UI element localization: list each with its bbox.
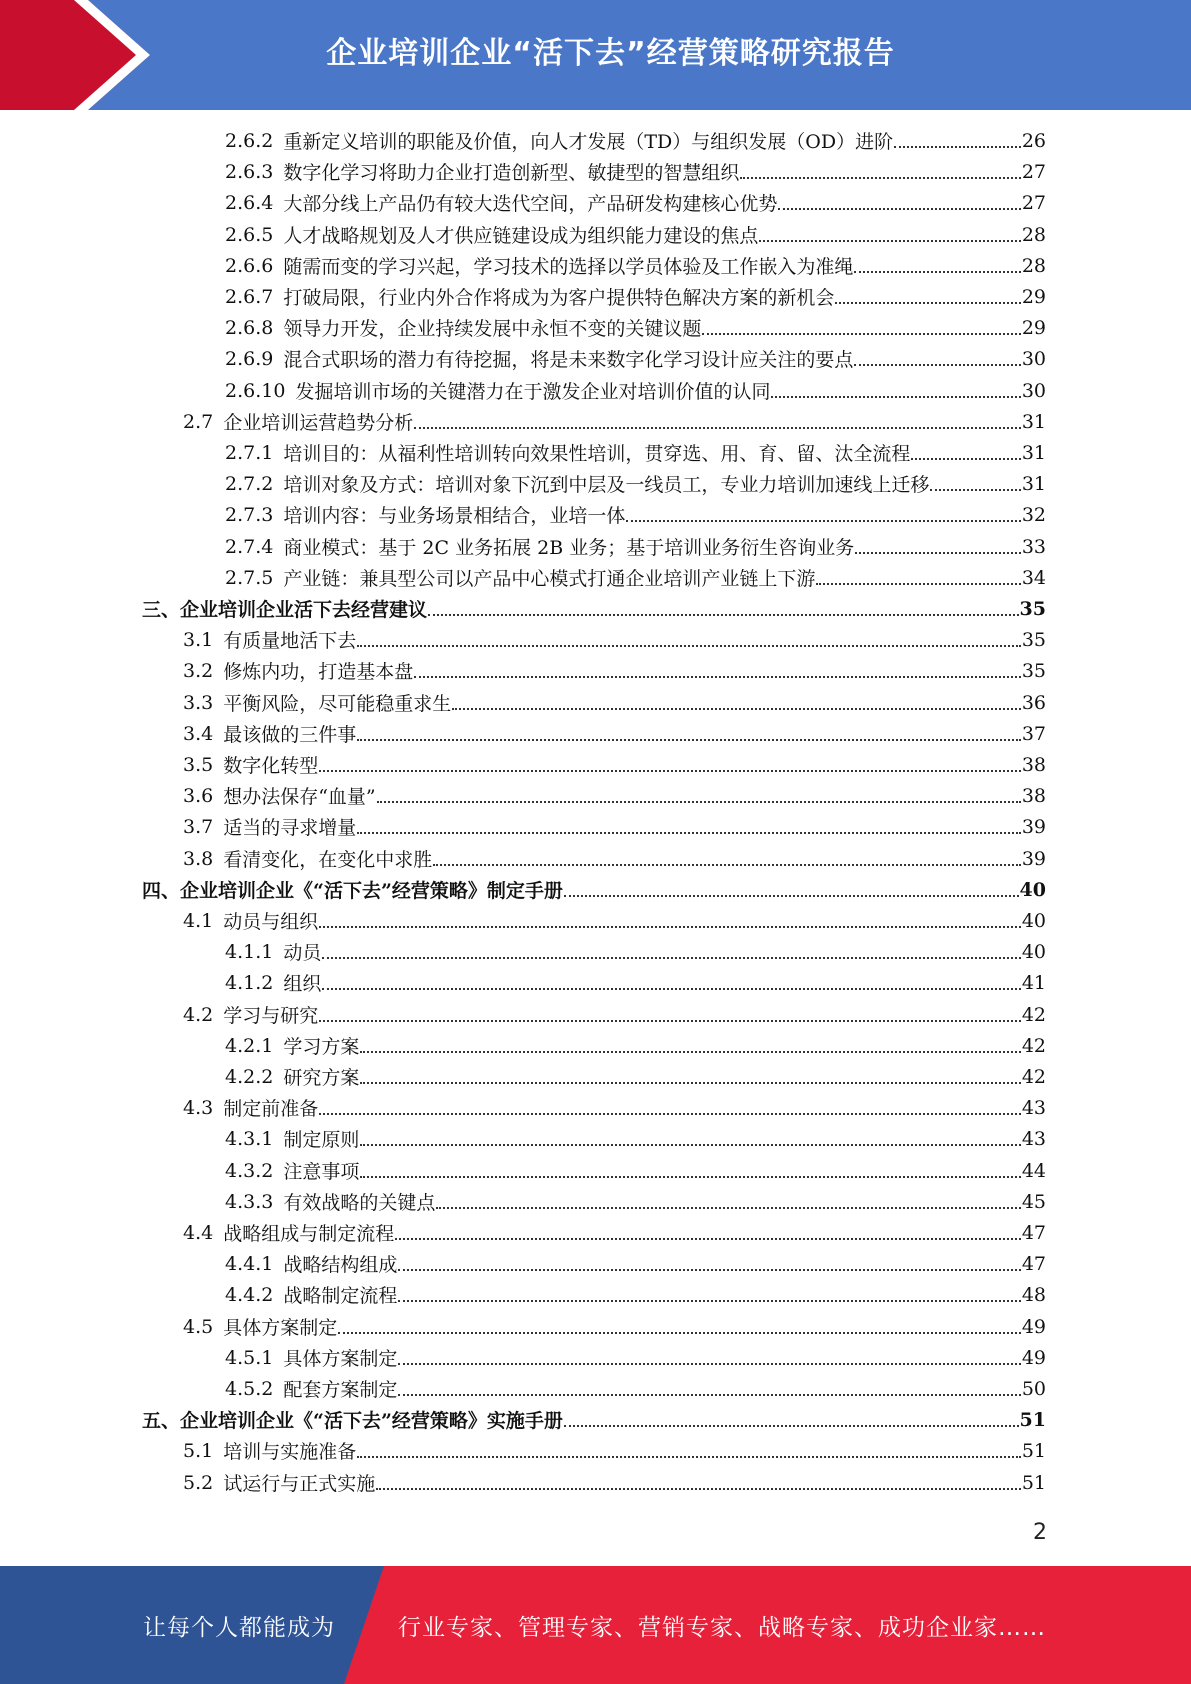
toc-entry-page: 42 (1021, 1065, 1046, 1088)
toc-entry[interactable] (183, 406, 1046, 437)
toc-entry-title: 战略制定流程 (283, 1285, 398, 1307)
toc-dot-leader (452, 690, 1021, 710)
toc-entry[interactable] (183, 687, 1046, 718)
toc-entry-page: 39 (1021, 815, 1046, 838)
toc-entry-number: 4.3.1 (225, 1127, 274, 1150)
toc-entry[interactable] (142, 593, 1046, 624)
toc-entry-page: 40 (1019, 878, 1046, 901)
toc-entry-number: 4.1.1 (225, 940, 274, 963)
toc-dot-leader (740, 159, 1020, 179)
toc-entry-title: 有质量地活下去 (223, 630, 357, 652)
toc-entry-title: 制定前准备 (223, 1098, 319, 1120)
toc-entry-title: 培训内容：与业务场景相结合，业培一体 (283, 505, 626, 527)
toc-dot-leader (771, 378, 1020, 398)
toc-entry-number: 4.5.1 (225, 1346, 274, 1369)
toc-dot-leader (414, 658, 1021, 678)
toc-entry-title: 学习方案 (283, 1036, 360, 1058)
toc-dot-leader (360, 1033, 1020, 1053)
toc-entry-title: 随需而变的学习兴起，学习技术的选择以学员体验及工作嵌入为准绳 (283, 256, 854, 278)
toc-dot-leader (433, 846, 1021, 866)
page-footer (0, 1566, 1191, 1684)
toc-dot-leader (428, 596, 1019, 616)
toc-entry-title: 发掘培训市场的关键潜力在于激发企业对培训价值的认同 (295, 381, 771, 403)
toc-entry-title: 适当的寻求增量 (223, 817, 357, 839)
toc-entry[interactable] (225, 156, 1046, 187)
toc-dot-leader (835, 284, 1020, 304)
toc-dot-leader (398, 1345, 1020, 1365)
toc-entry-page: 31 (1021, 472, 1046, 495)
toc-entry-page: 35 (1019, 597, 1046, 620)
toc-entry-title: 具体方案制定 (223, 1317, 338, 1339)
toc-dot-leader (357, 814, 1021, 834)
toc-dot-leader (319, 1095, 1021, 1115)
toc-dot-leader (854, 346, 1020, 366)
toc-entry-title: 有效战略的关键点 (283, 1192, 436, 1214)
toc-entry-page: 39 (1021, 847, 1046, 870)
toc-dot-leader (778, 190, 1020, 210)
toc-entry[interactable] (225, 967, 1046, 998)
toc-entry-page: 43 (1021, 1127, 1046, 1150)
toc-entry[interactable] (225, 531, 1046, 562)
toc-entry-page: 33 (1021, 535, 1046, 558)
toc-dot-leader (319, 752, 1021, 772)
toc-entry[interactable] (225, 1155, 1046, 1186)
toc-entry-page: 29 (1021, 285, 1046, 308)
toc-entry[interactable] (225, 1279, 1046, 1310)
toc-entry-title: 学习与研究 (223, 1005, 319, 1027)
toc-entry-number: 3.8 (183, 847, 214, 870)
toc-entry-page: 36 (1021, 691, 1046, 714)
toc-dot-leader (322, 939, 1020, 959)
toc-entry-title: 动员与组织 (223, 911, 319, 933)
toc-entry-page: 47 (1021, 1252, 1046, 1275)
toc-entry-number: 3.5 (183, 753, 214, 776)
toc-entry-title: 想办法保存“血量” (223, 786, 376, 808)
toc-entry-title: 组织 (283, 973, 322, 995)
toc-entry-number: 4.2.1 (225, 1034, 274, 1057)
toc-entry-title: 企业培训企业《“活下去”经营策略》制定手册 (180, 880, 563, 902)
toc-entry-title: 混合式职场的潜力有待挖掘，将是未来数字化学习设计应关注的要点 (283, 349, 854, 371)
toc-entry-number: 4.1.2 (225, 971, 274, 994)
toc-entry-number: 3.6 (183, 784, 214, 807)
toc-dot-leader (319, 908, 1021, 928)
toc-entry-number: 3.2 (183, 659, 214, 682)
toc-entry[interactable] (225, 1373, 1046, 1404)
toc-entry-number: 4.3.3 (225, 1190, 274, 1213)
toc-entry-number: 2.6.3 (225, 160, 274, 183)
toc-entry[interactable] (183, 655, 1046, 686)
toc-entry[interactable] (142, 1404, 1046, 1435)
toc-entry-number: 2.6.2 (225, 129, 274, 152)
toc-entry-number: 4.3.2 (225, 1159, 274, 1182)
toc-entry-title: 企业培训运营趋势分析 (223, 412, 414, 434)
toc-entry-page: 42 (1021, 1034, 1046, 1057)
footer-slogan-right: 行业专家、管理专家、营销专家、战略专家、成功企业家…… (398, 1614, 1046, 1641)
toc-entry-page: 41 (1021, 971, 1046, 994)
toc-entry-page: 48 (1021, 1283, 1046, 1306)
toc-entry-number: 4.5.2 (225, 1377, 274, 1400)
toc-dot-leader (816, 565, 1020, 585)
toc-dot-leader (322, 970, 1020, 990)
toc-dot-leader (564, 877, 1019, 897)
toc-entry[interactable] (183, 624, 1046, 655)
toc-entry-page: 43 (1021, 1096, 1046, 1119)
toc-entry[interactable] (225, 343, 1046, 374)
toc-dot-leader (377, 783, 1021, 803)
toc-entry-number: 2.7.2 (225, 472, 274, 495)
toc-entry[interactable] (183, 1467, 1046, 1498)
toc-entry-number: 4.4.2 (225, 1283, 274, 1306)
toc-dot-leader (894, 128, 1021, 148)
toc-dot-leader (338, 1314, 1021, 1334)
toc-dot-leader (626, 502, 1020, 522)
toc-entry[interactable] (225, 1186, 1046, 1217)
toc-entry-title: 大部分线上产品仍有较大迭代空间，产品研发构建核心优势 (283, 193, 778, 215)
toc-entry-page: 26 (1021, 129, 1046, 152)
toc-entry-page: 30 (1021, 379, 1046, 402)
toc-entry[interactable] (183, 749, 1046, 780)
toc-entry-page: 31 (1021, 441, 1046, 464)
toc-entry-page: 49 (1021, 1315, 1046, 1338)
toc-entry-title: 战略结构组成 (283, 1254, 398, 1276)
toc-entry-title: 培训对象及方式：培训对象下沉到中层及一线员工，专业力培训加速线上迁移 (283, 474, 930, 496)
header-title: 企业培训企业“活下去”经营策略研究报告 (326, 36, 895, 71)
toc-dot-leader (357, 627, 1021, 647)
toc-entry-page: 29 (1021, 316, 1046, 339)
toc-entry-number: 3.3 (183, 691, 214, 714)
toc-entry[interactable] (225, 1123, 1046, 1154)
toc-entry-page: 40 (1021, 909, 1046, 932)
toc-dot-leader (357, 721, 1021, 741)
toc-entry-page: 35 (1021, 628, 1046, 651)
toc-dot-leader (319, 1002, 1021, 1022)
toc-entry-number: 2.7 (183, 410, 214, 433)
toc-entry-page: 50 (1021, 1377, 1046, 1400)
toc-dot-leader (357, 1438, 1021, 1458)
toc-entry-page: 51 (1019, 1408, 1046, 1431)
footer-slogan-left: 让每个人都能成为 (143, 1614, 335, 1641)
toc-entry-number: 2.6.10 (225, 379, 286, 402)
toc-entry-page: 35 (1021, 659, 1046, 682)
toc-entry-number: 2.6.8 (225, 316, 274, 339)
toc-entry[interactable] (225, 1248, 1046, 1279)
toc-entry-number: 3.1 (183, 628, 214, 651)
toc-entry-title: 产业链：兼具型公司以产品中心模式打通企业培训产业链上下游 (283, 568, 816, 590)
toc-entry-title: 领导力开发，企业持续发展中永恒不变的关键议题 (283, 318, 702, 340)
toc-entry-title: 试运行与正式实施 (223, 1473, 376, 1495)
toc-entry-number: 2.6.6 (225, 254, 274, 277)
toc-entry[interactable] (225, 936, 1046, 967)
toc-entry-page: 28 (1021, 254, 1046, 277)
toc-entry-number: 4.1 (183, 909, 214, 932)
toc-entry-page: 45 (1021, 1190, 1046, 1213)
toc-entry-number: 3.4 (183, 722, 214, 745)
toc-entry-number: 4.4.1 (225, 1252, 274, 1275)
toc-entry-title: 配套方案制定 (283, 1379, 398, 1401)
toc-dot-leader (855, 534, 1021, 554)
toc-entry-title: 具体方案制定 (283, 1348, 398, 1370)
toc-entry-number: 四、 (142, 880, 181, 902)
toc-entry-page: 42 (1021, 1003, 1046, 1026)
toc-entry-title: 注意事项 (283, 1161, 360, 1183)
toc-entry[interactable] (183, 1311, 1046, 1342)
toc-entry-number: 2.7.5 (225, 566, 274, 589)
toc-entry-title: 培训目的：从福利性培训转向效果性培训，贯穿选、用、育、留、汰全流程 (283, 443, 911, 465)
toc-dot-leader (759, 222, 1020, 242)
toc-entry-title: 动员 (283, 942, 322, 964)
toc-entry-page: 44 (1021, 1159, 1046, 1182)
toc-entry-title: 培训与实施准备 (223, 1441, 357, 1463)
toc-entry[interactable] (225, 281, 1046, 312)
toc-entry[interactable] (183, 718, 1046, 749)
toc-entry-number: 2.6.9 (225, 347, 274, 370)
toc-entry-title: 最该做的三件事 (223, 724, 357, 746)
toc-entry-title: 数字化转型 (223, 755, 319, 777)
toc-entry-title: 战略组成与制定流程 (223, 1223, 395, 1245)
toc-entry-page: 27 (1021, 160, 1046, 183)
toc-entry-title: 人才战略规划及人才供应链建设成为组织能力建设的焦点 (283, 225, 759, 247)
header-red-chevron (0, 0, 150, 110)
toc-entry[interactable] (225, 437, 1046, 468)
toc-entry-page: 40 (1021, 940, 1046, 963)
toc-entry[interactable] (183, 843, 1046, 874)
toc-dot-leader (398, 1251, 1020, 1271)
toc-entry-title: 企业培训企业活下去经营建议 (180, 599, 428, 621)
toc-dot-leader (360, 1064, 1020, 1084)
toc-entry-number: 4.4 (183, 1221, 214, 1244)
toc-entry-number: 2.7.4 (225, 535, 274, 558)
toc-entry-number: 2.6.4 (225, 191, 274, 214)
toc-entry[interactable] (183, 999, 1046, 1030)
toc-entry-number: 2.6.7 (225, 285, 274, 308)
toc-entry[interactable] (183, 780, 1046, 811)
toc-dot-leader (414, 409, 1021, 429)
toc-dot-leader (854, 253, 1020, 273)
toc-entry[interactable] (183, 1217, 1046, 1248)
toc-dot-leader (436, 1189, 1020, 1209)
toc-entry[interactable] (225, 562, 1046, 593)
toc-entry-title: 打破局限，行业内外合作将成为为客户提供特色解决方案的新机会 (283, 287, 835, 309)
toc-dot-leader (360, 1126, 1020, 1146)
toc-entry-page: 38 (1021, 753, 1046, 776)
toc-entry[interactable] (225, 125, 1046, 156)
toc-dot-leader (564, 1407, 1019, 1427)
toc-entry-page: 32 (1021, 503, 1046, 526)
toc-entry-title: 看清变化，在变化中求胜 (223, 849, 433, 871)
toc-entry-page: 38 (1021, 784, 1046, 807)
toc-entry[interactable] (142, 874, 1046, 905)
toc-entry-number: 4.5 (183, 1315, 214, 1338)
toc-dot-leader (930, 471, 1020, 491)
toc-dot-leader (398, 1376, 1020, 1396)
toc-entry-page: 30 (1021, 347, 1046, 370)
toc-entry-number: 三、 (142, 599, 181, 621)
toc-entry-number: 2.7.3 (225, 503, 274, 526)
toc-entry-title: 平衡风险，尽可能稳重求生 (223, 693, 452, 715)
toc-dot-leader (395, 1220, 1021, 1240)
toc-entry-number: 4.2.2 (225, 1065, 274, 1088)
toc-dot-leader (702, 315, 1020, 335)
toc-entry-page: 51 (1021, 1439, 1046, 1462)
toc-entry-number: 五、 (142, 1410, 181, 1432)
page-header (0, 0, 1191, 110)
toc-entry-page: 28 (1021, 223, 1046, 246)
toc-entry[interactable] (225, 1030, 1046, 1061)
toc-entry[interactable] (225, 468, 1046, 499)
toc-entry-title: 制定原则 (283, 1129, 360, 1151)
toc-entry-page: 49 (1021, 1346, 1046, 1369)
toc-entry-page: 51 (1021, 1471, 1046, 1494)
toc-entry-number: 2.6.5 (225, 223, 274, 246)
toc-entry[interactable] (225, 1061, 1046, 1092)
toc-entry-title: 研究方案 (283, 1067, 360, 1089)
toc-entry[interactable] (183, 1092, 1046, 1123)
toc-entry[interactable] (225, 187, 1046, 218)
toc-entry-number: 4.3 (183, 1096, 214, 1119)
toc-entry-page: 37 (1021, 722, 1046, 745)
toc-entry-title: 修炼内功，打造基本盘 (223, 661, 414, 683)
toc-dot-leader (360, 1158, 1020, 1178)
toc-entry-page: 47 (1021, 1221, 1046, 1244)
toc-entry[interactable] (225, 499, 1046, 530)
toc-entry-title: 企业培训企业《“活下去”经营策略》实施手册 (180, 1410, 563, 1432)
toc-entry-page: 27 (1021, 191, 1046, 214)
toc-entry-title: 数字化学习将助力企业打造创新型、敏捷型的智慧组织 (283, 162, 740, 184)
toc-entry-title: 商业模式：基于 2C 业务拓展 2B 业务；基于培训业务衍生咨询业务 (283, 537, 855, 559)
toc-entry[interactable] (183, 905, 1046, 936)
toc-entry[interactable] (183, 1435, 1046, 1466)
toc-entry-title: 重新定义培训的职能及价值，向人才发展（TD）与组织发展（OD）进阶 (283, 131, 894, 153)
toc-dot-leader (911, 440, 1020, 460)
toc-entry[interactable] (225, 312, 1046, 343)
toc-entry-number: 5.1 (183, 1439, 214, 1462)
toc-entry-number: 5.2 (183, 1471, 214, 1494)
toc-entry-number: 3.7 (183, 815, 214, 838)
toc-entry-number: 2.7.1 (225, 441, 274, 464)
toc-entry[interactable] (225, 219, 1046, 250)
toc-entry[interactable] (225, 250, 1046, 281)
toc-entry[interactable] (183, 811, 1046, 842)
toc-entry-number: 4.2 (183, 1003, 214, 1026)
toc-entry[interactable] (225, 375, 1046, 406)
toc-dot-leader (398, 1282, 1020, 1302)
toc-entry[interactable] (225, 1342, 1046, 1373)
page-number: 2 (1033, 1520, 1047, 1545)
toc-entry-page: 34 (1021, 566, 1046, 589)
toc-dot-leader (376, 1470, 1021, 1490)
toc-entry-page: 31 (1021, 410, 1046, 433)
